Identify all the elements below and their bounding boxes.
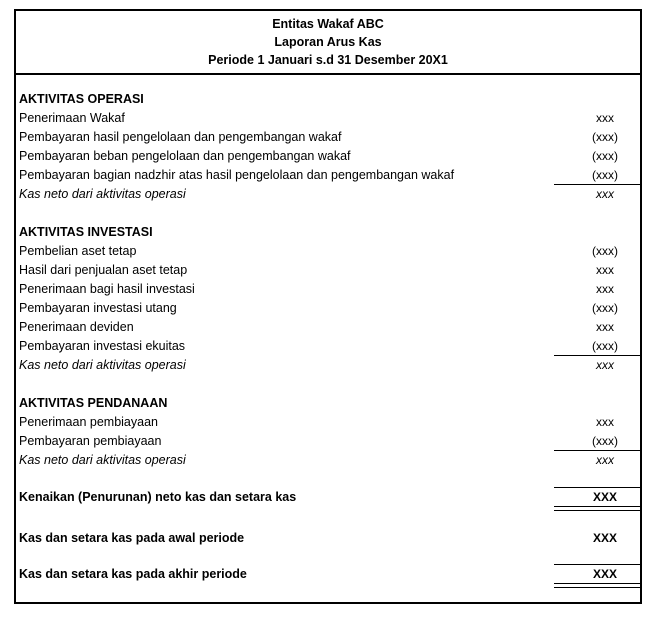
section-title-investasi: AKTIVITAS INVESTASI xyxy=(19,225,153,239)
row-value: XXX xyxy=(592,531,617,545)
row-value: xxx xyxy=(596,263,614,277)
report-period: Periode 1 Januari s.d 31 Desember 20X1 xyxy=(208,53,448,67)
row-value: xxx xyxy=(596,282,614,296)
row-label: Penerimaan Wakaf xyxy=(19,111,125,125)
table-row xyxy=(19,242,639,261)
row-value: xxx xyxy=(596,453,614,467)
table-row xyxy=(19,413,639,432)
table-row xyxy=(19,147,639,166)
row-value: xxx xyxy=(596,187,614,201)
entity-name: Entitas Wakaf ABC xyxy=(272,17,384,31)
row-value: (xxx) xyxy=(592,168,618,182)
table-row xyxy=(19,318,639,337)
row-label: Penerimaan bagi hasil investasi xyxy=(19,282,195,296)
row-label: Kas dan setara kas pada awal periode xyxy=(19,531,245,545)
row-label: Penerimaan pembiayaan xyxy=(19,415,158,429)
table-row xyxy=(19,166,639,185)
table-row xyxy=(19,432,639,451)
section-title-operasi: AKTIVITAS OPERASI xyxy=(19,92,144,106)
cash-flow-statement xyxy=(14,9,642,604)
table-row xyxy=(19,280,639,299)
row-label: Kas neto dari aktivitas operasi xyxy=(19,358,186,372)
row-label: Pembayaran pembiayaan xyxy=(19,434,162,448)
row-label: Kenaikan (Penurunan) neto kas dan setara kas xyxy=(19,490,297,504)
row-label: Pembayaran investasi utang xyxy=(19,301,177,315)
row-value: (xxx) xyxy=(592,244,618,258)
beginning-balance-row xyxy=(19,529,639,548)
row-label: Pembayaran hasil pengelolaan dan pengembangan wakaf xyxy=(19,130,342,144)
row-label: Kas neto dari aktivitas operasi xyxy=(19,453,186,467)
section-title-pendanaan: AKTIVITAS PENDANAAN xyxy=(19,396,168,410)
table-row xyxy=(19,261,639,280)
row-value: xxx xyxy=(596,320,614,334)
row-label: Kas dan setara kas pada akhir periode xyxy=(19,567,247,581)
row-value: (xxx) xyxy=(592,339,618,353)
net-row-investasi xyxy=(19,356,639,375)
total-double-underline xyxy=(554,583,640,588)
row-label: Penerimaan deviden xyxy=(19,320,134,334)
total-double-underline xyxy=(554,506,640,511)
row-label: Pembayaran beban pengelolaan dan pengembangan wakaf xyxy=(19,149,351,163)
table-row xyxy=(19,337,639,356)
row-label: Pembayaran bagian nadzhir atas hasil pengelolaan dan pengembangan wakaf xyxy=(19,168,455,182)
row-value: xxx xyxy=(596,358,614,372)
row-label: Hasil dari penjualan aset tetap xyxy=(19,263,188,277)
report-header xyxy=(16,11,640,75)
row-value: XXX xyxy=(592,567,617,581)
row-value: (xxx) xyxy=(592,301,618,315)
table-row xyxy=(19,128,639,147)
row-value: (xxx) xyxy=(592,434,618,448)
row-value: xxx xyxy=(596,415,614,429)
net-row-operasi xyxy=(19,185,639,204)
net-row-pendanaan xyxy=(19,451,639,470)
row-label: Pembayaran investasi ekuitas xyxy=(19,339,186,353)
row-value: (xxx) xyxy=(592,130,618,144)
table-row xyxy=(19,299,639,318)
net-change-row xyxy=(19,488,639,507)
row-value: xxx xyxy=(596,111,614,125)
row-value: XXX xyxy=(592,490,617,504)
ending-balance-row xyxy=(19,565,639,584)
row-label: Pembelian aset tetap xyxy=(19,244,137,258)
row-value: (xxx) xyxy=(592,149,618,163)
row-label: Kas neto dari aktivitas operasi xyxy=(19,187,186,201)
table-row xyxy=(19,109,639,128)
report-title: Laporan Arus Kas xyxy=(274,35,382,49)
